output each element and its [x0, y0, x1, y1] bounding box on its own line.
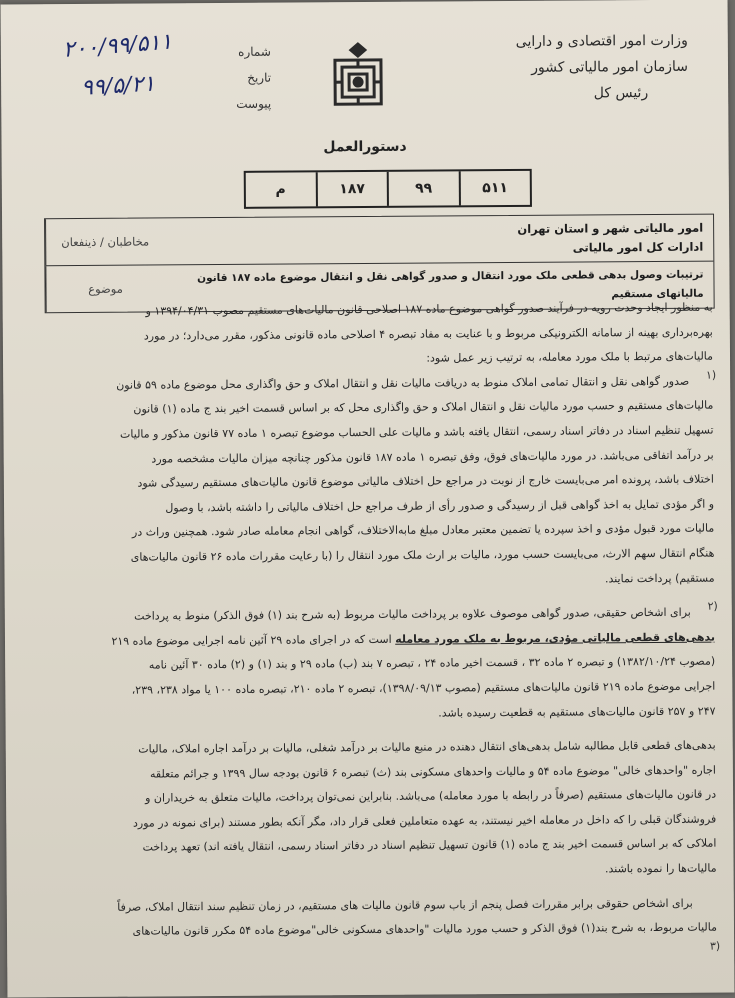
document-title: دستورالعمل — [323, 138, 407, 156]
body-line: املاکی که بر اساس قسمت اخیر بند ج ماده (۱) قانون تسهیل تنظیم اسناد در دفاتر اسناد رسمی، انتقال یافته اند) تعهد پرداخت — [142, 837, 717, 855]
item-number: ۳) — [709, 939, 721, 953]
body-line: مستقیم) پرداخت نمایند. — [604, 571, 715, 585]
recipients-value — [164, 215, 713, 265]
item-number: ۲) — [707, 599, 718, 613]
code-cell: ۹۹ — [387, 171, 459, 205]
subject-label: موضوع — [45, 265, 164, 312]
item-number: ۱) — [705, 368, 717, 382]
ministry-header — [498, 28, 689, 107]
body-line: ۲۴۷ و ۲۵۷ قانون مالیات‌های مستقیم به قطعیت رسیده باشد. — [438, 704, 716, 720]
body-line: بدهی‌های قطعی قابل مطالبه شامل بدهی‌های انتقال دهنده در منبع مالیات بر درآمد شغلی، مالیات بر درآمد اجاره املاک، مالیات — [138, 738, 716, 756]
document-page — [1, 0, 735, 998]
code-cell: ۱۸۷ — [315, 172, 387, 206]
body-line: تسهیل تنظیم اسناد در دفاتر اسناد رسمی، انتقال یافته باشد و مالیات علی الحساب موضوع تبصره ۱ ماده ۷۷ قانون مذکور و مالیات — [119, 423, 714, 441]
body-line: مالیات مورد قبول مؤدی و اخذ سپرده یا تضمین معتبر معادل مبلغ مابه‌الاختلاف، گواهی انجام معامله صادر شود. همچنین وراث در — [131, 521, 715, 539]
emphasis-text: بدهی‌های قطعی مالیاتی مؤدی، مربوط به ملک مورد معامله — [395, 630, 716, 646]
body-line: (مصوب ۱۳۸۲/۱۰/۲۴) و تبصره ۲ ماده ۳۲ ، قسمت اخیر ماده ۲۴ ، تبصره ۷ بند (ب) ماده ۲۹ و بند (۱) و (۲) ماده ۳۰ آئین نامه — [148, 654, 716, 672]
handwritten-number: ۲۰۰/۹۹/۵۱۱ — [62, 29, 173, 63]
body-line: اجرایی موضوع ماده ۲۱۹ قانون مالیات‌های مستقیم (مصوب ۱۳۹۸/۰۹/۱۳)، تبصره ۲ ماده ۲۱۰، تبصره ماده ۱۰۰ یا مواد ۲۳۸، ۲۳۹، — [131, 679, 716, 697]
tax-organization-emblem-icon — [327, 40, 389, 110]
body-line: برای اشخاص حقیقی، صدور گواهی موصوف علاوه بر پرداخت مالیات مربوط (به شرح بند (۱) فوق الذکر) منوط به پرداخت — [134, 605, 691, 623]
organization-name: سازمان امور مالیاتی کشور — [531, 58, 689, 76]
recipients-line: امور مالیاتی شهر و استان تهران — [517, 220, 704, 236]
body-line: در قانون مالیات‌های مستقیم (صرفاً در رابطه با مورد معامله) می‌باشد. بنابراین نمی‌توان پرداخت، مالیات متعلق به خریداران و — [145, 787, 717, 805]
body-line: اختلاف باشد، پرونده امر می‌بایست خارج از نوبت در مراجع حل اختلاف مالیاتی موضوع قانون مالیات‌های مستقیم رسیدگی شود — [137, 472, 714, 490]
body-line: فروشندگان قبلی را که داخل در معامله اخیر نیستند، به عهده متعاملین فعلی قرار داد، مگر آنکه بطور مستند (برای نمونه در مورد — [132, 812, 717, 830]
recipients-line: ادارات کل امور مالیاتی — [572, 239, 704, 255]
date-label: تاریخ — [247, 70, 272, 85]
attachment-label: پیوست — [236, 96, 272, 111]
office-name: رئیس کل — [593, 85, 649, 102]
body-line: اجاره "واحدهای خالی" موضوع ماده ۵۴ و مالیات واحدهای مسکونی بند (ث) تبصره ۶ قانون بودجه سال ۱۳۹۹ و جرائم متعلقه — [149, 763, 716, 781]
body-line-rest: است که در اجرای ماده ۲۹ آئین نامه اجرایی موضوع ماده ۲۱۹ — [111, 632, 392, 648]
code-cell: ۵۱۱ — [458, 171, 530, 205]
body-line: بهره‌برداری بهینه از سامانه الکترونیکی مربوط و با عنایت به مفاد تبصره ۴ اصلاحی ماده قانونی مذکور، مقرر می‌دارد؛ در مورد — [143, 325, 713, 343]
document-body — [45, 296, 717, 945]
subject-value: ترتیبات وصول بدهی قطعی ملک مورد انتقال و صدور گواهی نقل و انتقال موضوع ماده ۱۸۷ قانون مالیاتهای مستقیم — [197, 268, 704, 301]
body-line: مالیات‌های مرتبط با ملک مورد معامله، به ترتیب زیر عمل شود: — [426, 349, 714, 365]
body-line: به منظور ایجاد وحدت رویه در فرآیند صدور گواهی موضوع ماده ۱۸۷ اصلاحی قانون مالیات‌های مستقیم مصوب ۱۳۹۴/۰۴/۳۱ و — [145, 300, 713, 318]
body-line: هنگام انتقال سهم الارث، می‌بایست حسب مورد، مالیات بر ارث ملک مورد انتقال را (با رعایت مقررات ماده ۲۶ قانون مالیات‌های — [130, 546, 715, 564]
handwritten-date: ۹۹/۵/۲۱ — [80, 71, 156, 101]
body-line: صدور گواهی نقل و انتقال تمامی املاک منوط به دریافت مالیات نقل و انتقال املاک و حق واگذاری محل موضوع ماده ۵۹ قانون — [116, 374, 690, 392]
document-code-box — [244, 169, 532, 209]
body-line: مالیات‌ها را نموده باشند. — [604, 861, 717, 876]
body-line: مالیات‌های مستقیم و حسب مورد مالیات نقل و انتقال املاک و حق واگذاری محل که بر اساس قسمت اخیر بند ج ماده (۱) قانون — [133, 398, 714, 417]
code-cell: م — [275, 181, 286, 198]
number-label: شماره — [238, 44, 271, 59]
recipients-row — [45, 215, 713, 267]
recipients-label: مخاطبان / ذینفعان — [45, 218, 164, 265]
body-line: و اگر مؤدی تمایل به اخذ گواهی قبل از رسیدگی و صدور رأی از طرف مراجع حل اختلاف مالیاتی را داشته باشد، با وصول — [165, 497, 715, 515]
ministry-name: وزارت امور اقتصادی و دارایی — [515, 32, 688, 50]
body-line: مالیات مربوط، به شرح بند(۱) فوق الذکر و حسب مورد مالیات "واحدهای مسکونی خالی"موضوع ماده ۵۴ مکرر قانون مالیات‌های — [132, 920, 718, 938]
body-line: بر درآمد اتفاقی می‌باشد. در مورد مالیات‌های فوق، وفق تبصره ۱ ماده ۱۸۷ قانون مذکور چنانچه میزان مالیات مشخصه مورد — [151, 448, 714, 466]
body-line: برای اشخاص حقوقی برابر مقررات فصل پنجم از باب سوم قانون مالیات های مستقیم، در زمان تنظیم سند انتقال املاک، صرفاً — [117, 896, 693, 914]
